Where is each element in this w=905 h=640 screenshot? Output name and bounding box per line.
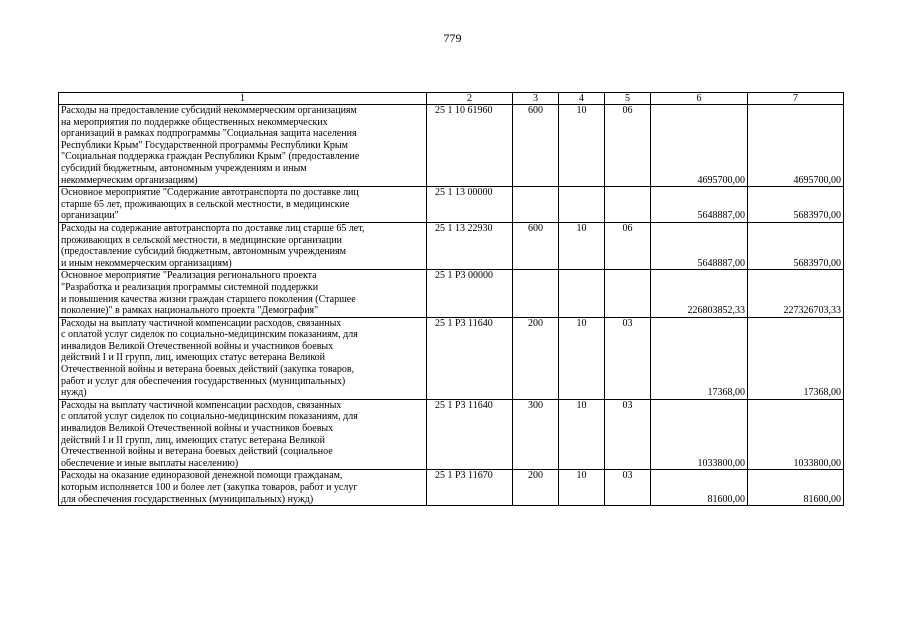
- description-line: Расходы на выплату частичной компенсации расходов, связанных: [61, 399, 342, 411]
- page-number: 779: [443, 31, 462, 45]
- table-row: [59, 270, 844, 317]
- expense-type-cell: [513, 270, 559, 317]
- description-cell: [59, 399, 427, 470]
- code-cell: 25 1 13 22930: [427, 222, 513, 269]
- amount-cell-2: 81600,00: [748, 470, 844, 506]
- header-cell-4: 4: [559, 93, 605, 105]
- code-cell: 25 1 P3 00000: [427, 270, 513, 317]
- subsection-cell: 06: [605, 222, 651, 269]
- section-cell: 10: [559, 399, 605, 470]
- description-cell: [59, 222, 427, 269]
- header-cell-7: 7: [748, 93, 844, 105]
- description-line: Расходы на выплату частичной компенсации расходов, связанных: [61, 317, 342, 329]
- subsection-cell: 03: [605, 317, 651, 399]
- amount-cell-2: 17368,00: [748, 317, 844, 399]
- table-row: [59, 317, 844, 399]
- header-cell-6: 6: [651, 93, 748, 105]
- description-line: "Социальная поддержка граждан Республики Крым" (предоставление: [61, 151, 360, 163]
- description-line: Отечественной войны и ветерана боевых действий (социальное: [61, 446, 333, 458]
- code-cell: 25 1 P3 11670: [427, 470, 513, 506]
- section-cell: [559, 187, 605, 223]
- description-line: действий I и II групп, лиц, имеющих статус ветерана Великой: [61, 352, 326, 364]
- description-cell: [59, 270, 427, 317]
- amount-cell-1: 1033800,00: [651, 399, 748, 470]
- description-line: Отечественной войны и ветерана боевых действий (закупка товаров,: [61, 364, 355, 376]
- expense-type-cell: [513, 187, 559, 223]
- description-line: Расходы на предоставление субсидий некоммерческим организациям: [61, 105, 357, 116]
- description-line: некоммерческим организациям): [61, 174, 198, 186]
- subsection-cell: 06: [605, 105, 651, 187]
- header-cell-2: 2: [427, 93, 513, 105]
- description-line: которым исполняется 100 и более лет (закупка товаров, работ и услуг: [61, 482, 358, 493]
- expense-type-cell: 200: [513, 317, 559, 399]
- table-row: [59, 470, 844, 506]
- description-line: Основное мероприятие "Содержание автотранспорта по доставке лиц: [61, 187, 359, 199]
- amount-cell-2: 1033800,00: [748, 399, 844, 470]
- amount-cell-1: 17368,00: [651, 317, 748, 399]
- section-cell: 10: [559, 105, 605, 187]
- expense-type-cell: 200: [513, 470, 559, 506]
- code-cell: 25 1 10 61960: [427, 105, 513, 187]
- amount-cell-2: 5683970,00: [748, 222, 844, 269]
- description-cell: [59, 105, 427, 187]
- expense-type-cell: 600: [513, 222, 559, 269]
- header-cell-1: 1: [59, 93, 427, 105]
- code-cell: 25 1 P3 11640: [427, 399, 513, 470]
- description-line: Расходы на оказание единоразовой денежной помощи гражданам,: [61, 470, 343, 482]
- subsection-cell: 03: [605, 399, 651, 470]
- description-line: обеспечение и иные выплаты населению): [61, 457, 239, 469]
- table-header-row: [59, 93, 844, 105]
- section-cell: [559, 270, 605, 317]
- description-line: поколение)" в рамках национального проекта "Демография": [61, 305, 319, 317]
- table-row: [59, 187, 844, 223]
- amount-cell-2: 4695700,00: [748, 105, 844, 187]
- description-line: работ и услуг для обеспечения государственных (муниципальных): [61, 375, 346, 387]
- description-line: для обеспечения государственных (муниципальных) нужд): [61, 493, 314, 505]
- description-line: нужд): [61, 387, 87, 399]
- amount-cell-2: 5683970,00: [748, 187, 844, 223]
- description-line: с оплатой услуг сиделок по социально-медицинским показаниям, для: [61, 411, 358, 423]
- amount-cell-2: 227326703,33: [748, 270, 844, 317]
- description-cell: [59, 187, 427, 223]
- table-row: [59, 105, 844, 187]
- description-line: старше 65 лет, проживающих в сельской местности, в медицинские: [61, 198, 350, 210]
- amount-cell-1: 5648887,00: [651, 187, 748, 223]
- description-line: с оплатой услуг сиделок по социально-медицинским показаниям, для: [61, 329, 358, 341]
- subsection-cell: [605, 270, 651, 317]
- description-line: субсидий бюджетным, автономным учреждениям и иным: [61, 162, 307, 174]
- description-line: на мероприятия по поддержке общественных некоммерческих: [61, 116, 328, 128]
- description-cell: [59, 470, 427, 506]
- budget-table: [58, 92, 844, 506]
- description-cell: [59, 317, 427, 399]
- header-cell-3: 3: [513, 93, 559, 105]
- amount-cell-1: 5648887,00: [651, 222, 748, 269]
- amount-cell-1: 226803852,33: [651, 270, 748, 317]
- description-line: организаций в рамках подпрограммы "Социальная защита населения: [61, 128, 357, 140]
- description-line: и повышения качества жизни граждан старшего поколения (Старшее: [61, 293, 356, 305]
- description-line: инвалидов Великой Отечественной войны и участников боевых: [61, 423, 334, 435]
- table-row: [59, 222, 844, 269]
- section-cell: 10: [559, 317, 605, 399]
- description-line: и иным некоммерческим организациям): [61, 257, 232, 269]
- description-line: (предоставление субсидий бюджетным, автономным учреждениям: [61, 246, 346, 258]
- subsection-cell: [605, 187, 651, 223]
- description-line: инвалидов Великой Отечественной войны и участников боевых: [61, 340, 334, 352]
- subsection-cell: 03: [605, 470, 651, 506]
- description-line: Основное мероприятие "Реализация регионального проекта: [61, 270, 317, 282]
- expense-type-cell: 600: [513, 105, 559, 187]
- description-line: "Разработка и реализация программы системной поддержки: [61, 281, 319, 293]
- section-cell: 10: [559, 222, 605, 269]
- code-cell: 25 1 P3 11640: [427, 317, 513, 399]
- description-line: Республики Крым" Государственной программы Республики Крым: [61, 139, 348, 151]
- table-row: [59, 399, 844, 470]
- header-cell-5: 5: [605, 93, 651, 105]
- section-cell: 10: [559, 470, 605, 506]
- description-line: проживающих в сельской местности, в медицинские организации: [61, 234, 343, 246]
- description-line: организации": [61, 210, 119, 222]
- expense-type-cell: 300: [513, 399, 559, 470]
- description-line: действий I и II групп, лиц, имеющих статус ветерана Великой: [61, 434, 326, 446]
- amount-cell-1: 81600,00: [651, 470, 748, 506]
- description-line: Расходы на содержание автотранспорта по доставке лиц старше 65 лет,: [61, 222, 365, 234]
- code-cell: 25 1 13 00000: [427, 187, 513, 223]
- amount-cell-1: 4695700,00: [651, 105, 748, 187]
